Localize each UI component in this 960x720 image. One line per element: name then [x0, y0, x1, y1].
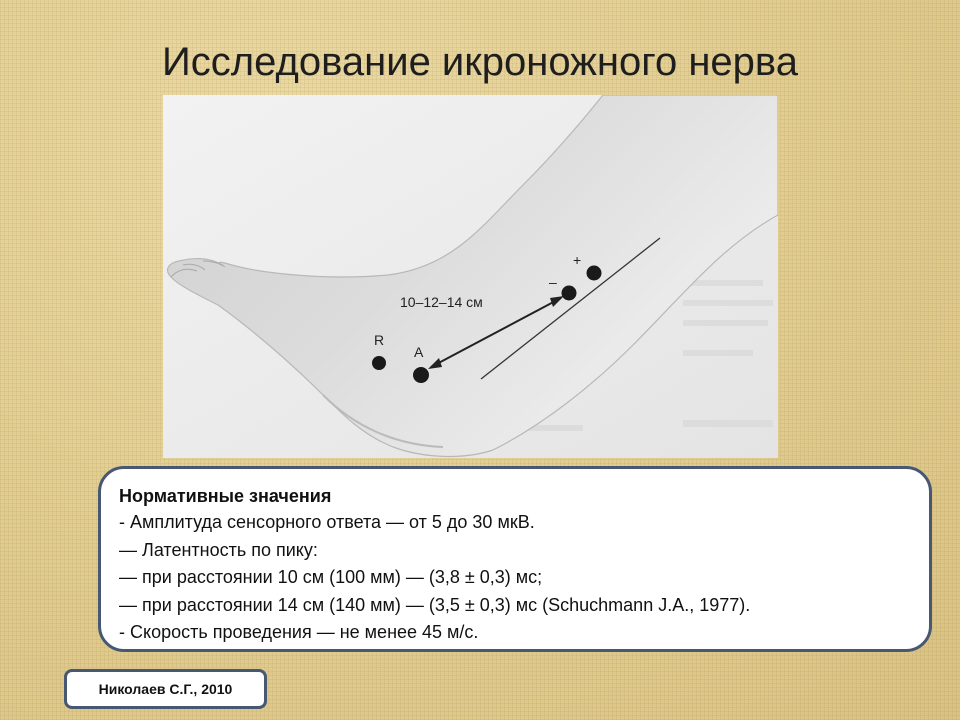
distance-label: 10–12–14 см	[400, 294, 483, 310]
leg-illustration	[163, 95, 778, 458]
author-citation	[64, 669, 267, 709]
normative-values-box	[98, 466, 932, 652]
normative-values-heading: Нормативные значения	[119, 486, 332, 506]
latency-14cm-line: — при расстоянии 14 см (140 мм) — (3,5 ± 0,3) мс (Schuchmann J.A., 1977).	[119, 594, 751, 615]
latency-heading-line: — Латентность по пику:	[119, 539, 318, 560]
stimulating-electrode-plus	[587, 266, 602, 281]
plus-pole-label: +	[573, 252, 582, 268]
author-label: Николаев С.Г., 2010	[98, 681, 233, 697]
electrode-a	[413, 367, 429, 383]
stimulating-electrode-minus	[562, 286, 577, 301]
amplitude-line: - Амплитуда сенсорного ответа — от 5 до 30 мкВ.	[119, 512, 535, 532]
electrode-r	[372, 356, 386, 370]
electrode-r-label: R	[374, 332, 385, 348]
electrode-a-label: A	[414, 344, 424, 360]
minus-pole-label: –	[549, 274, 557, 290]
slide-title: Исследование икроножного нерва	[162, 40, 798, 84]
latency-10cm-line: — при расстоянии 10 см (100 мм) — (3,8 ± 0,3) мс;	[119, 567, 543, 587]
leg-photo	[163, 95, 778, 458]
conduction-speed-line: - Скорость проведения — не менее 45 м/с.	[119, 622, 479, 642]
